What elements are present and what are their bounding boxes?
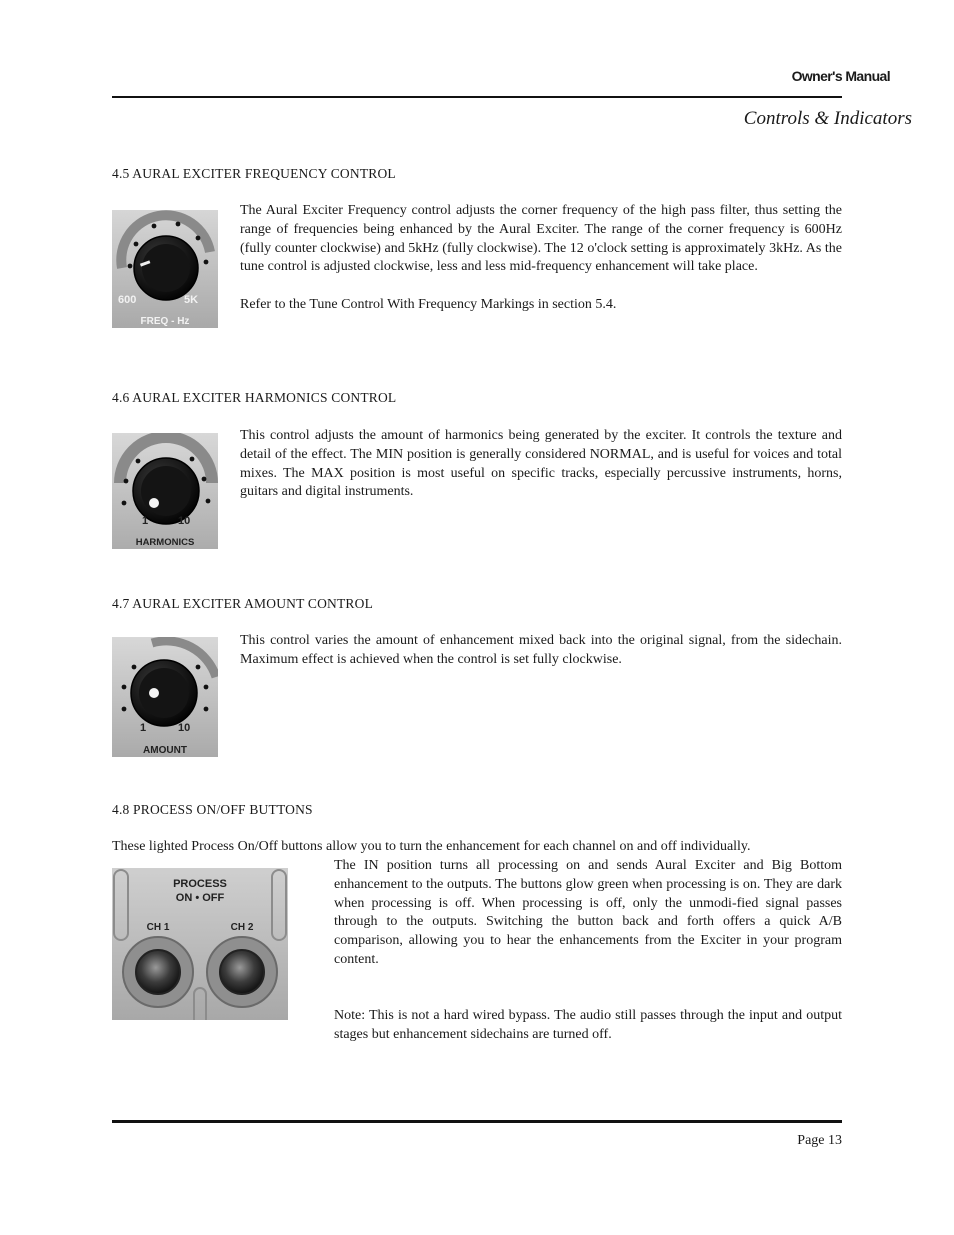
- section-4-5-text: [240, 202, 842, 315]
- process-title-line2: ON • OFF: [175, 892, 225, 904]
- section-4-8-text: [334, 857, 842, 1045]
- heading-4-7: 4.7 AURAL EXCITER AMOUNT CONTROL: [112, 596, 374, 611]
- heading-4-8: 4.8 PROCESS ON/OFF BUTTONS: [112, 802, 313, 817]
- freq-scale-min: 600: [118, 294, 137, 306]
- paragraph: This control varies the amount of enhancement mixed back into the original signal, from the sidechain. Maximum effect is achieved when the control is set fully clockwise.: [240, 633, 842, 667]
- paragraph: Note: This is not a hard wired bypass. The audio still passes through the input and output stages but enhancement sidechains are turned off.: [334, 1008, 842, 1043]
- header-rule: [112, 96, 842, 98]
- footer-rule: [112, 1120, 842, 1123]
- process-title-line1: PROCESS: [173, 878, 227, 890]
- heading-4-6: 4.6 AURAL EXCITER HARMONICS CONTROL: [112, 390, 397, 405]
- paragraph: This control adjusts the amount of harmonics being generated by the exciter. It controls the texture and detail of the effect. The MIN position is generally considered NORMAL, and is useful for voices and total mixes. The MAX position is most useful on specific tracks, especially percussive instruments, horns, guitars and digital instruments.: [240, 428, 842, 500]
- ch1-label: CH 1: [146, 922, 170, 933]
- harmonics-knob-label: HARMONICS: [135, 537, 195, 548]
- section-4-7-text: [240, 632, 842, 670]
- heading-4-5: 4.5 AURAL EXCITER FREQUENCY CONTROL: [112, 166, 396, 181]
- paragraph: The Aural Exciter Frequency control adjusts the corner frequency of the high pass filter, thus setting the range of frequencies being enhanced by the Aural Exciter. The range of the corner frequency is 600Hz (fully counter clockwise) and 5kHz (fully clockwise). The 12 o'clock setting is approximately 3kHz. As the tune control is adjusted clockwise, less and less mid-frequency enhancement will take place.: [240, 203, 842, 275]
- ch2-label: CH 2: [230, 922, 254, 933]
- amount-knob-icon: [112, 637, 218, 757]
- amount-scale-max: 10: [178, 722, 191, 734]
- freq-knob-icon: [112, 210, 218, 328]
- page-number: Page 13: [797, 1133, 842, 1148]
- paragraph: These lighted Process On/Off buttons allow you to turn the enhancement for each channel on and off individually.: [112, 839, 751, 854]
- freq-knob-label: FREQ - Hz: [140, 316, 190, 327]
- harmonics-knob-icon: [112, 433, 218, 549]
- harmonics-scale-max: 10: [178, 515, 191, 527]
- amount-scale-min: 1: [140, 722, 147, 734]
- section-4-6-text: [240, 427, 842, 502]
- section-title: Controls & Indicators: [743, 108, 912, 129]
- section-4-8-intro: [112, 838, 842, 857]
- brand-header: Owner's Manual: [791, 68, 890, 84]
- freq-scale-max: 5K: [184, 294, 199, 306]
- paragraph: The IN position turns all processing on and sends Aural Exciter and Big Bottom enhancement to the outputs. The buttons glow green when processing is on. They are dark when processing is off. When processing is off, only the unmodi-fied signal passes through to the outputs. Switching the button back and forth offers a quick A/B comparison, allowing you to hear the enhancements from the Exciter in your program content.: [334, 858, 842, 967]
- paragraph: Refer to the Tune Control With Frequency Markings in section 5.4.: [240, 296, 617, 312]
- harmonics-scale-min: 1: [142, 515, 149, 527]
- amount-knob-label: AMOUNT: [143, 745, 187, 756]
- process-buttons-icon: [112, 868, 288, 1020]
